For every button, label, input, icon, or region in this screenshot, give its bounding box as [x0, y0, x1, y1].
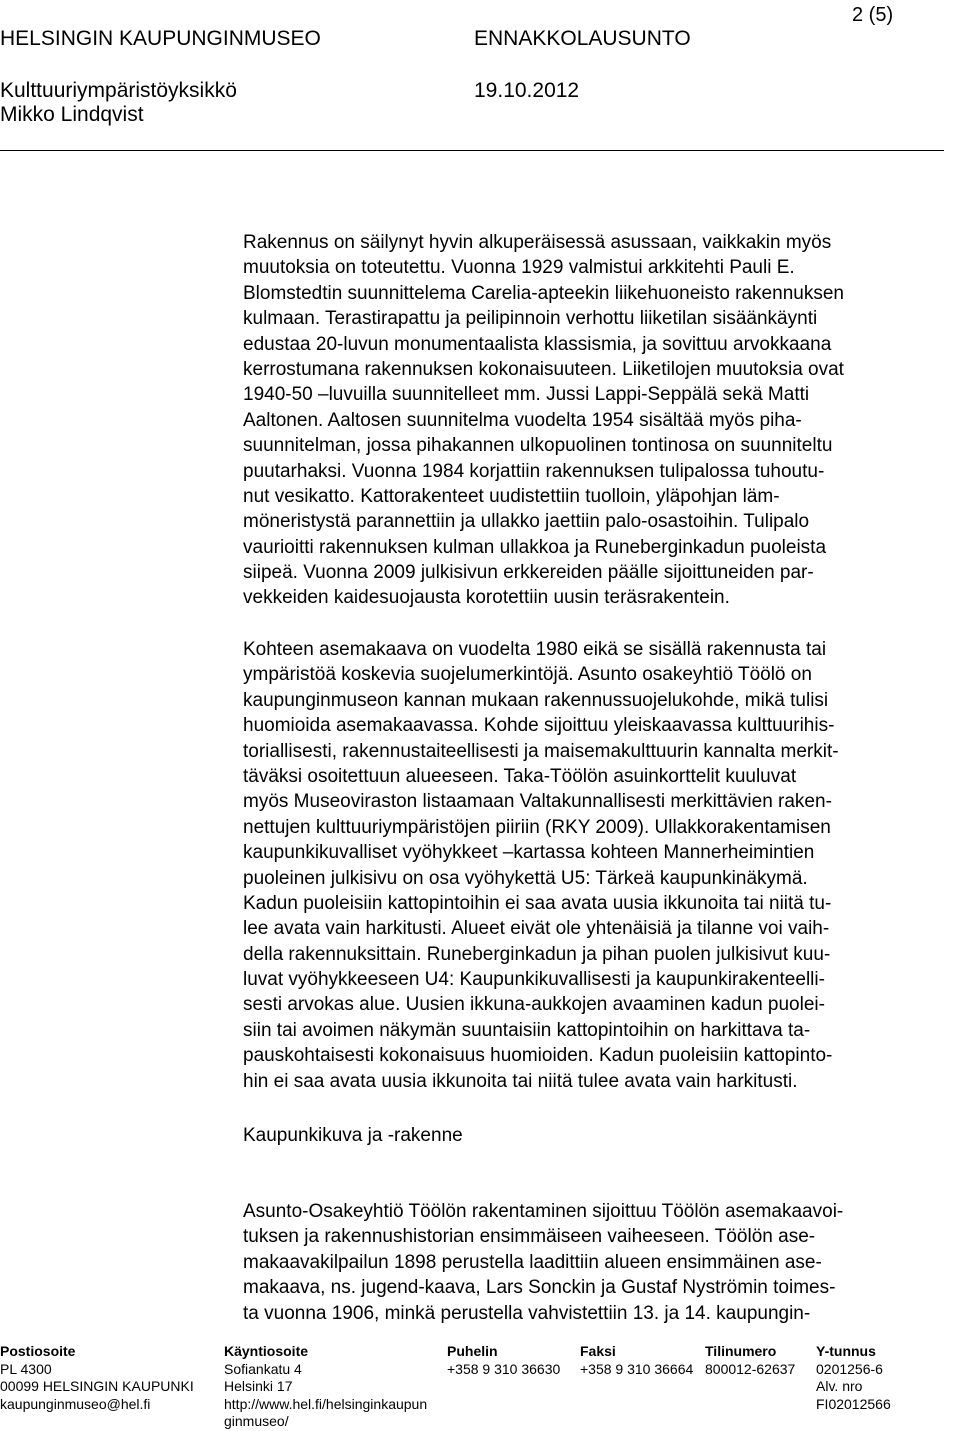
footer-heading: Tilinumero: [705, 1343, 777, 1359]
text-line: toriallisesti, rakennustaiteellisesti ja maisemakulttuurin kannalta merkit-: [243, 740, 839, 762]
footer-line: 0201256-6: [816, 1360, 883, 1377]
section-heading: [243, 1123, 943, 1148]
text-line: makaavakilpailun 1898 perustella laadittiin alueen ensimmäinen ase-: [243, 1251, 822, 1273]
footer-line: Alv. nro: [816, 1378, 863, 1394]
text-line: luvat vyöhykkeeseen U4: Kaupunkikuvallisesti ja kaupunkirakenteelli-: [243, 969, 825, 991]
text-line: hin ei saa avata uusia ikkunoita tai niitä tulee avata vain harkitusti.: [243, 1070, 798, 1092]
footer-heading: Puhelin: [447, 1343, 498, 1359]
author-name: Mikko Lindqvist: [0, 103, 144, 126]
organization-name: HELSINGIN KAUPUNGINMUSEO: [0, 27, 321, 50]
footer-line: +358 9 310 36664: [580, 1360, 694, 1377]
text-line: makaava, ns. jugend-kaava, Lars Sonckin ja Gustaf Nyströmin toimes-: [243, 1277, 836, 1299]
text-line: Kadun puoleisiin kattopintoihin ei saa avata uusia ikkunoita tai niitä tu-: [243, 892, 832, 914]
text-line: möneristystä parannettiin ja ullakko jaettiin palo-osastoihin. Tulipalo: [243, 511, 810, 533]
footer-line: Helsinki 17: [224, 1378, 293, 1394]
footer-line: 00099 HELSINGIN KAUPUNKI: [0, 1378, 194, 1394]
text-line: Kohteen asemakaava on vuodelta 1980 eikä se sisällä rakennusta tai: [243, 639, 827, 660]
footer-col-account: [705, 1343, 795, 1378]
paragraph-2: [243, 637, 943, 1094]
text-line: täväksi osoitettuun alueeseen. Taka-Töölön asuinkorttelit kuuluvat: [243, 765, 797, 787]
footer-col-business-id: [816, 1343, 891, 1413]
footer-heading: Y-tunnus: [816, 1343, 876, 1359]
text-line: siin tai avoimen näkymän suuntaisiin kattopintoihin on harkittava ta-: [243, 1019, 811, 1041]
header-divider: [0, 150, 944, 151]
unit-name: Kulttuuriympäristöyksikkö: [0, 79, 237, 102]
footer-line: 800012-62637: [705, 1360, 796, 1377]
text-line: edustaa 20-luvun monumentaalista klassismia, ja sovittuu arvokkaana: [243, 333, 832, 355]
text-line: vekkeiden kaidesuojausta korotettiin uusin teräsrakentein.: [243, 587, 730, 609]
footer-col-fax: [580, 1343, 693, 1378]
text-line: kaupunkikuvalliset vyöhykkeet –kartassa kohteen Mannerheimintien: [243, 842, 815, 864]
footer-col-phone: [447, 1343, 560, 1378]
footer-col-visiting: [224, 1343, 427, 1431]
footer-line: http://www.hel.fi/helsinginkaupun: [224, 1395, 428, 1412]
footer-col-postal: [0, 1343, 194, 1413]
page-number: 2 (5): [852, 4, 894, 26]
text-line: muutoksia on toteutettu. Vuonna 1929 valmistui arkkitehti Pauli E.: [243, 257, 795, 279]
text-line: puutarhaksi. Vuonna 1984 korjattiin rakennuksen tulipalossa tuhoutu-: [243, 460, 825, 482]
paragraph-3: [243, 1199, 943, 1326]
text-line: kulmaan. Terastirapattu ja peilipinnoin verhottu liiketilan sisäänkäynti: [243, 308, 818, 330]
text-line: myös Museoviraston listaamaan Valtakunnallisesti merkittävien raken-: [243, 791, 832, 813]
document-type: ENNAKKOLAUSUNTO: [474, 27, 691, 50]
text-line: kaupunginmuseon kannan mukaan rakennussuojelukohde, mikä tulisi: [243, 689, 829, 711]
text-line: kerrostumana rakennuksen kokonaisuuteen. Liiketilojen muutoksia ovat: [243, 358, 844, 380]
text-line: ympäristöä koskevia suojelumerkintöjä. Asunto osakeyhtiö Töölö on: [243, 664, 812, 686]
document-date: 19.10.2012: [474, 79, 580, 102]
text-line: Rakennus on säilynyt hyvin alkuperäisessä asussaan, vaikkakin myös: [243, 232, 832, 253]
footer-line: kaupunginmuseo@hel.fi: [0, 1395, 151, 1412]
footer-line: PL 4300: [0, 1360, 52, 1377]
text-line: siipeä. Vuonna 2009 julkisivun erkkereiden päälle sijoittuneiden par-: [243, 562, 814, 584]
text-line: Aaltonen. Aaltosen suunnitelma vuodelta 1954 sisältää myös piha-: [243, 409, 802, 431]
paragraph-1: [243, 230, 943, 611]
text-line: Asunto-Osakeyhtiö Töölön rakentaminen sijoittuu Töölön asemakaavoi-: [243, 1201, 844, 1222]
text-line: puoleinen julkisivu on osa vyöhykettä U5: Tärkeä kaupunkinäkymä.: [243, 867, 808, 889]
text-line: tuksen ja rakennushistorian ensimmäiseen vaiheeseen. Töölön ase-: [243, 1226, 816, 1248]
text-line: Blomstedtin suunnittelema Carelia-apteekin liikehuoneisto rakennuksen: [243, 282, 844, 304]
text-line: vaurioitti rakennuksen kulman ullakkoa ja Runeberginkadun puoleista: [243, 536, 827, 558]
footer-heading: Faksi: [580, 1343, 616, 1359]
text-line: pauskohtaisesti kokonaisuus huomioiden. Kadun puoleisiin kattopinto-: [243, 1045, 833, 1067]
text-line: nettujen kulttuuriympäristöjen piiriin (RKY 2009). Ullakkorakentamisen: [243, 816, 831, 838]
text-line: della rakennuksittain. Runeberginkadun ja pihan puolen julkisivut kuu-: [243, 943, 831, 965]
text-line: sesti arvokas alue. Uusien ikkuna-aukkojen avaaminen kadun puolei-: [243, 994, 825, 1016]
text-line: 1940-50 –luvuilla suunnitelleet mm. Jussi Lappi-Seppälä sekä Matti: [243, 384, 810, 406]
footer-line: Sofiankatu 4: [224, 1360, 302, 1377]
footer-line: +358 9 310 36630: [447, 1360, 561, 1377]
text-line: lee avata vain harkitusti. Alueet eivät ole yhtenäisiä ja tilanne voi vaih-: [243, 918, 830, 940]
footer-line: ginmuseo/: [224, 1413, 289, 1429]
footer-heading: Käyntiosoite: [224, 1343, 309, 1359]
text-line: huomioida asemakaavassa. Kohde sijoittuu yleiskaavassa kulttuurihis-: [243, 715, 835, 737]
footer-line: FI02012566: [816, 1395, 891, 1412]
footer-heading: Postiosoite: [0, 1343, 76, 1359]
text-line: ta vuonna 1906, minkä perustella vahvistettiin 13. ja 14. kaupungin-: [243, 1302, 811, 1324]
text-line: suunnitelman, jossa pihakannen ulkopuolinen tontinosa on suunniteltu: [243, 435, 833, 457]
text-line: nut vesikatto. Kattorakenteet uudistettiin tuolloin, yläpohjan läm-: [243, 485, 780, 507]
text-line: Kaupunkikuva ja -rakenne: [243, 1125, 463, 1146]
